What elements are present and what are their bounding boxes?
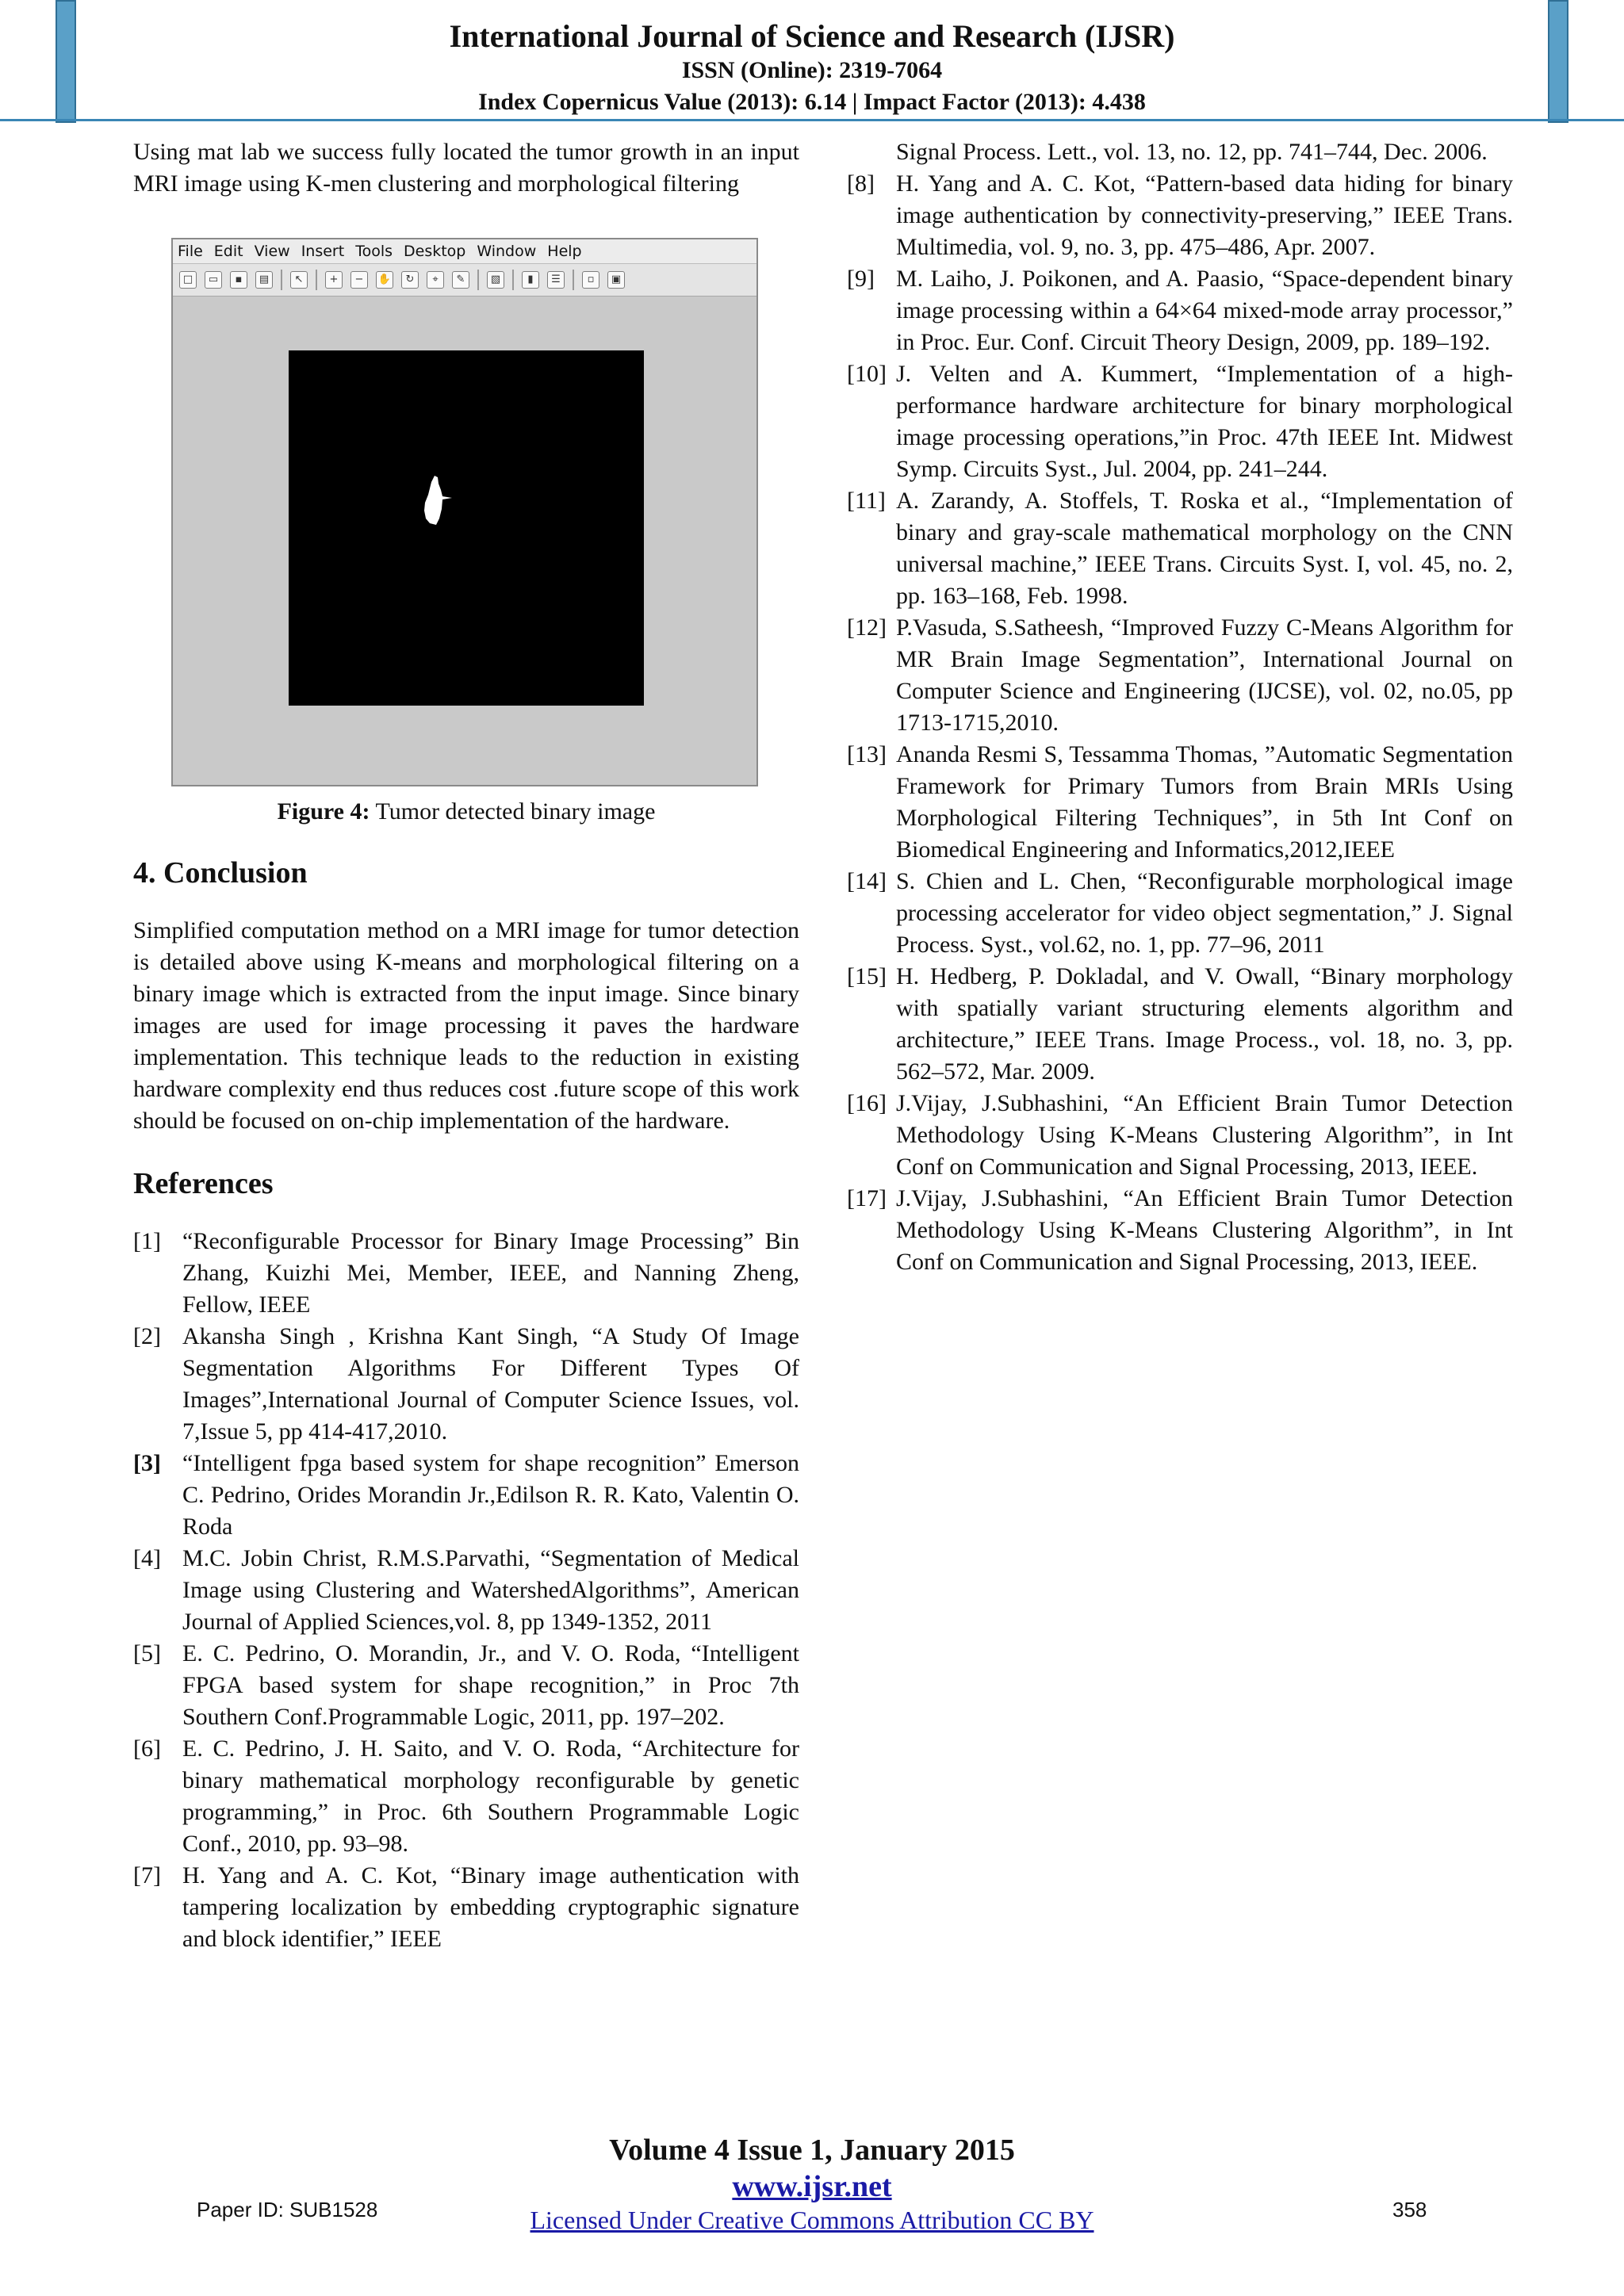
reference-text: “Intelligent fpga based system for shape recognition” Emerson C. Pedrino, Orides Morandin Jr.,Edilson R. R. Kato, Valentin O. Roda [182, 1450, 799, 1540]
show-plot-tools-icon[interactable]: ▣ [607, 271, 625, 289]
link-plot-icon[interactable]: ▧ [487, 271, 504, 289]
brush-icon[interactable]: ✎ [452, 271, 469, 289]
reference-text: M. Laiho, J. Poikonen, and A. Paasio, “Space-dependent binary image processing within a 64×64 mixed-mode array processor,” in Proc. Eur. Conf. Circuit Theory Design, 2009, pp. 189–192. [896, 266, 1513, 355]
right-column [847, 136, 1513, 1278]
reference-number: [7] [133, 1862, 161, 1888]
menu-edit[interactable]: Edit [213, 243, 243, 260]
reference-number: [16] [847, 1090, 887, 1116]
footer-volume: Volume 4 Issue 1, January 2015 [609, 2133, 1015, 2167]
reference-number: [4] [133, 1545, 161, 1571]
menu-help[interactable]: Help [547, 243, 582, 260]
reference-item [847, 612, 1513, 739]
reference-number: [1] [133, 1228, 161, 1254]
figure-4-matlab-window [171, 238, 758, 786]
menu-file[interactable]: File [178, 243, 203, 260]
reference-item [133, 1226, 799, 1321]
zoom-in-icon[interactable]: + [325, 271, 343, 289]
footer-license-link[interactable]: Licensed Under Creative Commons Attribution CC BY [530, 2206, 1094, 2234]
tumor-region-shape [423, 474, 455, 526]
reference-item [133, 1638, 799, 1733]
journal-index: Index Copernicus Value (2013): 6.14 | Impact Factor (2013): 4.438 [478, 89, 1146, 115]
figure-caption-label: Figure 4: [277, 798, 370, 825]
data-cursor-icon[interactable]: ⌖ [427, 271, 444, 289]
rotate-3d-icon[interactable]: ↻ [401, 271, 419, 289]
figure-caption [133, 796, 799, 828]
reference-item [133, 1860, 799, 1955]
reference-item [847, 168, 1513, 263]
conclusion-paragraph: Simplified computation method on a MRI image for tumor detection is detailed above using K-means and morphological filtering on a binary image which is extracted from the input image. Since binary images are used for image processing it paves the hardware implementation. This technique leads to the reduction in existing hardware complexity end thus reduces cost .future scope of this work should be focused on on-chip implementation of the hardware. [133, 917, 799, 1134]
left-column [133, 136, 799, 1955]
toolbar-separator [281, 270, 282, 290]
reference-text: Ananda Resmi S, Tessamma Thomas, ”Automatic Segmentation Framework for Primary Tumors from Brain MRIs Using Morphological Filtering Techniques”, in 5th Int Conf on Biomedical Engineering and Informatics,2012,IEEE [896, 741, 1513, 863]
save-icon[interactable]: ▪ [230, 271, 247, 289]
reference-text: E. C. Pedrino, O. Morandin, Jr., and V. O. Roda, “Intelligent FPGA based system for shape recognition,” in Proc 7th Southern Conf.Programmable Logic, 2011, pp. 197–202. [182, 1640, 799, 1730]
intro-paragraph: Using mat lab we success fully located the tumor growth in an input MRI image using K-men clustering and morphological filtering [133, 139, 799, 197]
new-figure-icon[interactable]: □ [179, 271, 197, 289]
conclusion-heading: 4. Conclusion [133, 856, 308, 890]
reference-item [847, 739, 1513, 866]
references-heading: References [133, 1167, 274, 1200]
reference-item [847, 263, 1513, 358]
reference-text: M.C. Jobin Christ, R.M.S.Parvathi, “Segmentation of Medical Image using Clustering and WatershedAlgorithms”, American Journal of Applied Sciences,vol. 8, pp 1349-1352, 2011 [182, 1545, 799, 1635]
toolbar-separator [316, 270, 317, 290]
reference-text: E. C. Pedrino, J. H. Saito, and V. O. Roda, “Architecture for binary mathematical morphology reconfigurable by genetic programming,” in Proc. 6th Southern Programmable Logic Conf., 2010, pp. 93–98. [182, 1735, 799, 1857]
reference-number: [13] [847, 741, 887, 767]
reference-number: [15] [847, 963, 887, 989]
reference-text: J. Velten and A. Kummert, “Implementation of a high-performance hardware architecture for binary morphological image processing operations,”in Proc. 47th IEEE Int. Midwest Symp. Circuits Syst., Jul. 2004, pp. 241–244. [896, 361, 1513, 482]
menu-desktop[interactable]: Desktop [404, 243, 466, 260]
figure-caption-text: Tumor detected binary image [370, 798, 656, 825]
zoom-out-icon[interactable]: − [350, 271, 368, 289]
reference-number: [14] [847, 868, 887, 894]
header-divider [0, 119, 1624, 121]
reference-number: [10] [847, 361, 887, 387]
footer-page-number: 358 [1392, 2198, 1427, 2221]
reference-number: [5] [133, 1640, 161, 1667]
legend-icon[interactable]: ☰ [547, 271, 565, 289]
reference-text: S. Chien and L. Chen, “Reconfigurable morphological image processing accelerator for video object segmentation,” J. Signal Process. Syst., vol.62, no. 1, pp. 77–96, 2011 [896, 868, 1513, 958]
reference-number: [3] [133, 1450, 161, 1476]
print-icon[interactable]: ▤ [255, 271, 273, 289]
reference-text: A. Zarandy, A. Stoffels, T. Roska et al., “Implementation of binary and gray-scale mathematical morphology on the CNN universal machine,” IEEE Trans. Circuits Syst. I, vol. 45, no. 2, pp. 163–168, Feb. 1998. [896, 488, 1513, 609]
menu-insert[interactable]: Insert [301, 243, 345, 260]
menu-view[interactable]: View [254, 243, 290, 260]
colorbar-icon[interactable]: ▮ [522, 271, 539, 289]
reference-text: J.Vijay, J.Subhashini, “An Efficient Brain Tumor Detection Methodology Using K-Means Clustering Algorithm”, in Int Conf on Communication and Signal Processing, 2013, IEEE. [896, 1185, 1513, 1275]
open-folder-icon[interactable]: ▭ [205, 271, 222, 289]
reference-text: J.Vijay, J.Subhashini, “An Efficient Brain Tumor Detection Methodology Using K-Means Clustering Algorithm”, in Int Conf on Communication and Signal Processing, 2013, IEEE. [896, 1090, 1513, 1180]
reference-text: Akansha Singh , Krishna Kant Singh, “A Study Of Image Segmentation Algorithms For Different Types Of Images”,International Journal of Computer Science Issues, vol. 7,Issue 5, pp 414-417,2010. [182, 1323, 799, 1445]
reference-number: [17] [847, 1185, 887, 1211]
reference-item [847, 358, 1513, 485]
reference-7-continuation: Signal Process. Lett., vol. 13, no. 12, pp. 741–744, Dec. 2006. [896, 139, 1488, 165]
reference-item [847, 485, 1513, 612]
reference-number: [2] [133, 1323, 161, 1349]
reference-text: P.Vasuda, S.Satheesh, “Improved Fuzzy C-Means Algorithm for MR Brain Image Segmentation”, International Journal on Computer Science and Engineering (IJCSE), vol. 02, no.05, pp 1713-1715,2010. [896, 614, 1513, 736]
menu-tools[interactable]: Tools [355, 243, 393, 260]
reference-item [133, 1448, 799, 1543]
toolbar-separator [512, 270, 514, 290]
reference-item [133, 1321, 799, 1448]
menu-window[interactable]: Window [477, 243, 537, 260]
journal-title: International Journal of Science and Research (IJSR) [449, 18, 1175, 54]
reference-item [847, 866, 1513, 961]
binary-image-canvas [289, 350, 644, 706]
reference-text: H. Yang and A. C. Kot, “Pattern-based data hiding for binary image authentication by connectivity-preserving,” IEEE Trans. Multimedia, vol. 9, no. 3, pp. 475–486, Apr. 2007. [896, 170, 1513, 260]
reference-item [133, 1543, 799, 1638]
reference-text: H. Yang and A. C. Kot, “Binary image authentication with tampering localization by embedding cryptographic signature and block identifier,” IEEE [182, 1862, 799, 1952]
reference-number: [8] [847, 170, 875, 197]
reference-text: H. Hedberg, P. Dokladal, and V. Owall, “Binary morphology with spatially variant structuring elements algorithm and architecture,” IEEE Trans. Image Process., vol. 18, no. 3, pp. 562–572, Mar. 2009. [896, 963, 1513, 1085]
pan-hand-icon[interactable]: ✋ [376, 271, 393, 289]
reference-text: “Reconfigurable Processor for Binary Image Processing” Bin Zhang, Kuizhi Mei, Member, IEEE, and Nanning Zheng, Fellow, IEEE [182, 1228, 799, 1318]
references-list-left [133, 1226, 799, 1955]
footer-paper-id: Paper ID: SUB1528 [197, 2198, 378, 2221]
reference-item [847, 1088, 1513, 1183]
reference-number: [11] [847, 488, 886, 514]
reference-number: [6] [133, 1735, 161, 1762]
reference-item [847, 1183, 1513, 1278]
reference-item [847, 961, 1513, 1088]
figure-menubar [173, 239, 756, 264]
journal-issn: ISSN (Online): 2319-7064 [681, 57, 943, 83]
toolbar-separator [477, 270, 479, 290]
figure-toolbar [173, 264, 756, 297]
reference-number: [12] [847, 614, 887, 641]
hide-plot-tools-icon[interactable]: ▫ [582, 271, 599, 289]
references-list-right [847, 168, 1513, 1278]
reference-item [133, 1733, 799, 1860]
pointer-icon[interactable]: ↖ [290, 271, 308, 289]
toolbar-separator [573, 270, 574, 290]
reference-number: [9] [847, 266, 875, 292]
footer-journal-link[interactable]: www.ijsr.net [732, 2170, 892, 2203]
